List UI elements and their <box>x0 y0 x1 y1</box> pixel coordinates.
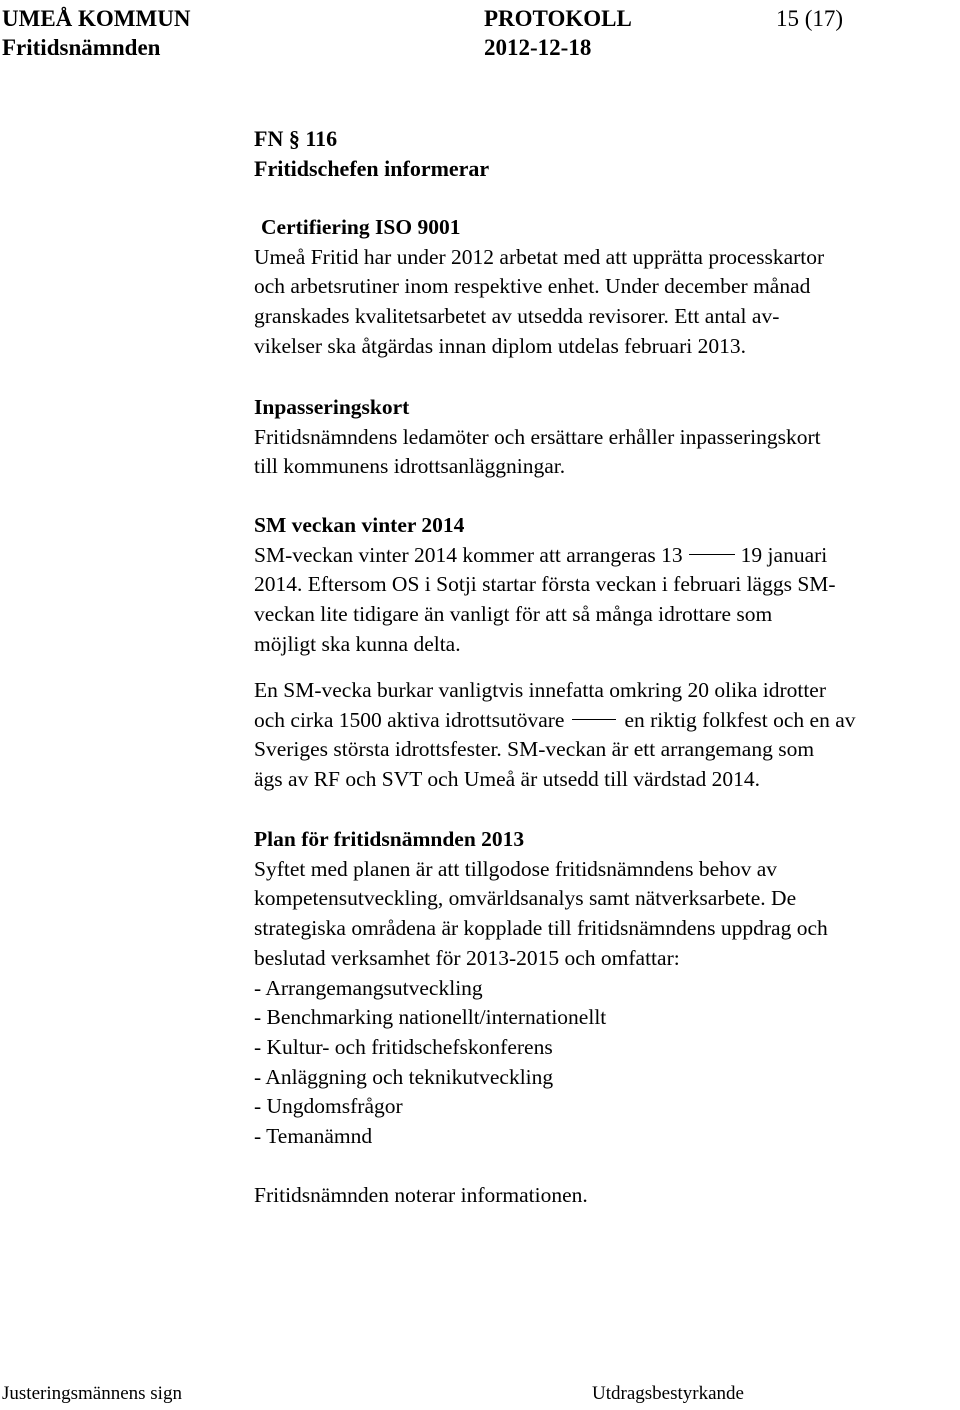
header-doc-type: PROTOKOLL <box>484 6 632 31</box>
text-line: veckan lite tidigare än vanligt för att så många idrottare som <box>254 602 773 627</box>
text-line: till kommunens idrottsanläggningar. <box>254 454 566 479</box>
section-heading: Certifiering ISO 9001 <box>261 215 461 239</box>
text-line: 2014. Eftersom OS i Sotji startar första veckan i februari läggs SM- <box>254 572 836 597</box>
list-item: - Kultur- och fritidschefskonferens <box>254 1034 553 1059</box>
text-fragment: SM-veckan vinter 2014 kommer att arrangeras 13 <box>254 542 683 567</box>
header-page-number: 15 (17) <box>776 6 844 31</box>
section-sm <box>254 511 954 660</box>
text-fragment: 19 januari <box>740 542 828 567</box>
text-line: beslutad verksamhet för 2013-2015 och omfattar: <box>254 945 680 970</box>
list-item: - Ungdomsfrågor <box>254 1094 403 1119</box>
section-plan <box>254 825 954 1152</box>
header-date: 2012-12-18 <box>484 35 592 60</box>
text-fragment: och cirka 1500 aktiva idrottsutövare <box>254 707 565 732</box>
header-committee: Fritidsnämnden <box>2 35 161 60</box>
text-line: Sveriges största idrottsfester. SM-veckan är ett arrangemang som <box>254 737 815 762</box>
text-line: kompetensutveckling, omvärldsanalys samt nätverksarbete. De <box>254 886 797 911</box>
text-line: En SM-vecka burkar vanligtvis innefatta omkring 20 olika idrotter <box>254 678 826 702</box>
section-heading: Inpasseringskort <box>254 395 410 419</box>
text-line: granskades kvalitetsarbetet av utsedda revisorer. Ett antal av- <box>254 304 780 329</box>
text-line: Syftet med planen är att tillgodose fritidsnämndens behov av <box>254 856 778 881</box>
list-item: - Arrangemangsutveckling <box>254 975 483 1000</box>
text-fragment: en riktig folkfest och en av <box>624 707 856 732</box>
section-heading: SM veckan vinter 2014 <box>254 513 465 537</box>
dash-separator <box>572 719 616 720</box>
footer-signature-label: Justeringsmännens sign <box>2 1383 182 1404</box>
section-iso <box>254 213 954 362</box>
text-line: Fritidsnämndens ledamöter och ersättare erhåller inpasseringskort <box>254 424 821 449</box>
text-line: strategiska områdena är kopplade till fritidsnämndens uppdrag och <box>254 916 828 941</box>
section-card <box>254 393 954 482</box>
footer-certification-label: Utdragsbestyrkande <box>592 1383 744 1404</box>
text-line: vikelser ska åtgärdas innan diplom utdelas februari 2013. <box>254 333 746 358</box>
text-line: Umeå Fritid har under 2012 arbetat med att upprätta processkartor <box>254 244 825 269</box>
section-sm-paragraph-2 <box>254 676 954 795</box>
header-org: UMEÅ KOMMUN <box>2 6 191 31</box>
case-title: Fritidschefen informerar <box>254 155 490 181</box>
decision-text: Fritidsnämnden noterar informationen. <box>254 1183 588 1207</box>
text-line <box>254 541 954 571</box>
case-block <box>254 124 954 183</box>
list-item: - Benchmarking nationellt/internationellt <box>254 1005 607 1030</box>
text-line: möjligt ska kunna delta. <box>254 631 461 656</box>
case-number: FN § 116 <box>254 126 338 151</box>
list-item: - Temanämnd <box>254 1124 373 1149</box>
text-line: och arbetsrutiner inom respektive enhet. Under december månad <box>254 274 811 299</box>
dash-separator <box>689 554 735 555</box>
section-heading: Plan för fritidsnämnden 2013 <box>254 827 525 851</box>
text-line: ägs av RF och SVT och Umeå är utsedd till värdstad 2014. <box>254 767 760 792</box>
list-item: - Anläggning och teknikutveckling <box>254 1064 554 1089</box>
text-line <box>254 706 954 736</box>
